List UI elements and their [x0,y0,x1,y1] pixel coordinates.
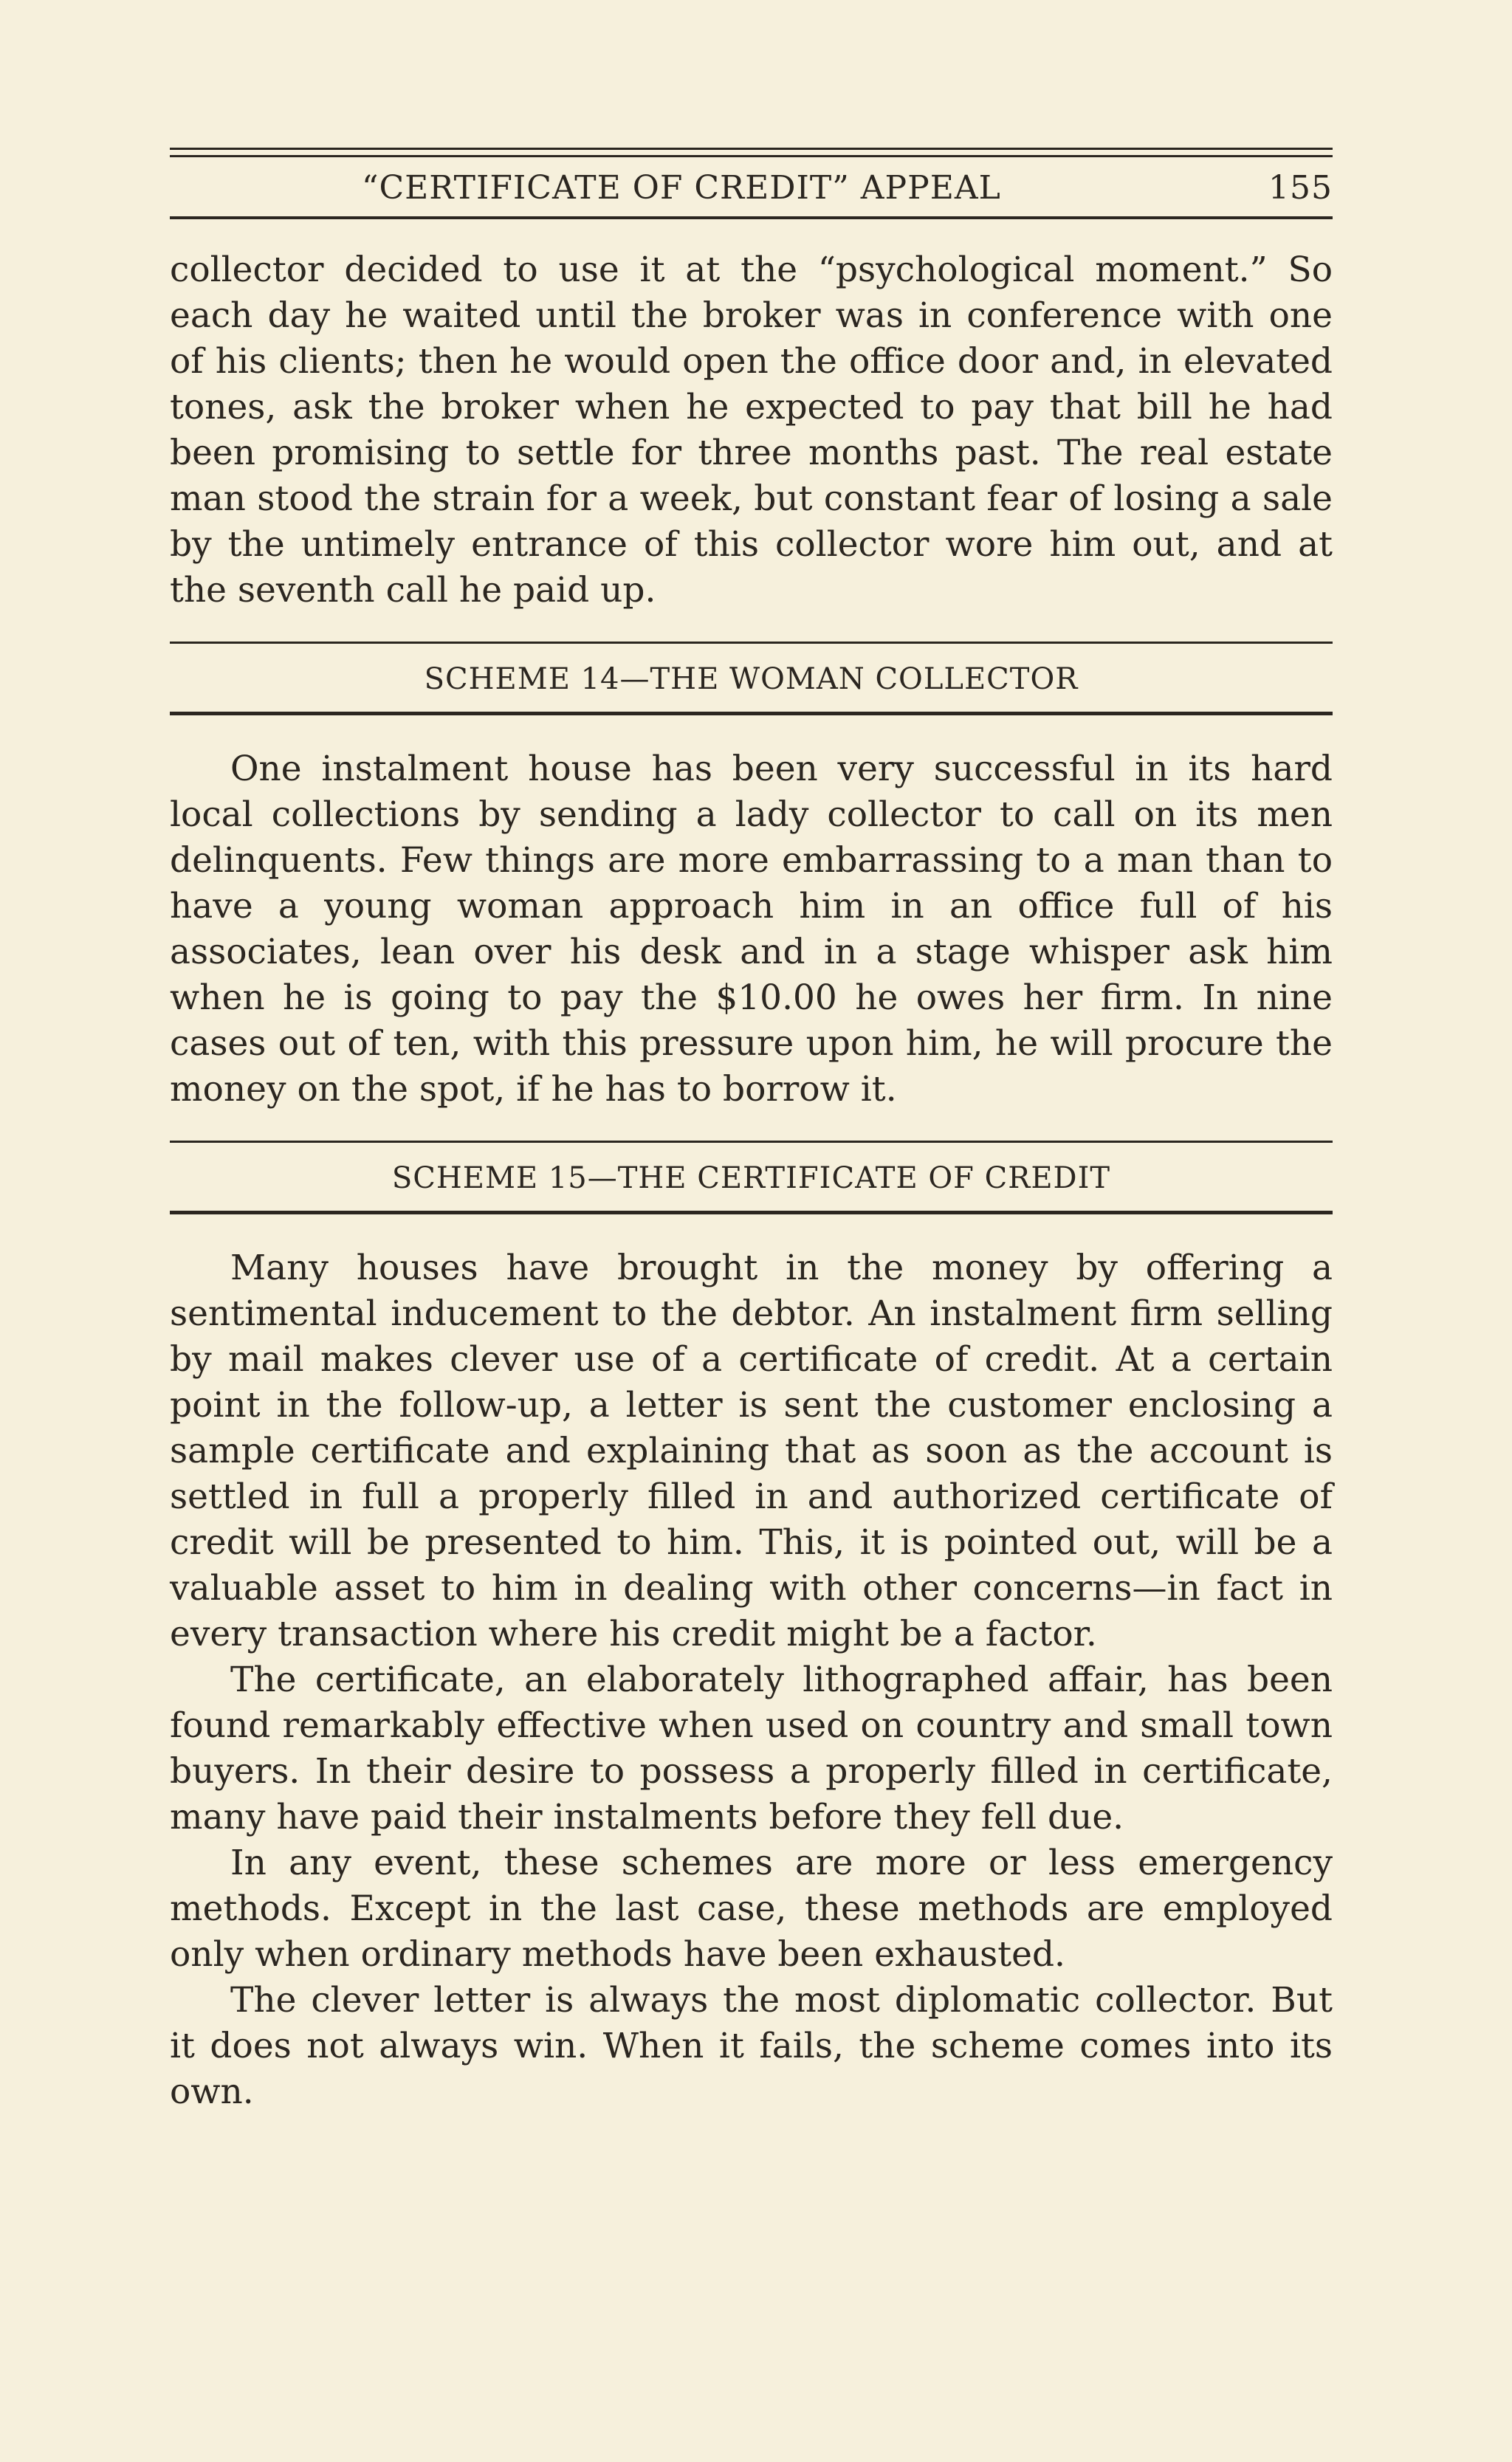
header-bottom-rule [170,216,1333,219]
opening-paragraph: collector decided to use it at the “psychological moment.” So each day he waited until the broker was in conference with one of his clients; then he would open the office door and, in elevated tones, ask the broker when he expected to pay that bill he had been promising to settle for three months past. The real estate man stood the strain for a week, but constant fear of losing a sale by the untimely entrance of this collector wore him out, and at the seventh call he paid up. [170,250,1333,611]
section-body-scheme-15 [170,1245,1333,2115]
running-head-title: “CERTIFICATE OF CREDIT” APPEAL [362,169,1001,207]
paragraph: The certificate, an elaborately lithographed affair, has been found remarkably effective when used on country and small town buyers. In their desire to possess a properly filled in certificate, many have paid their instalments before they fell due. [170,1660,1333,1837]
paragraph: In any event, these schemes are more or less emergency methods. Except in the last case, these methods are employed only when ordinary methods have been exhausted. [170,1843,1333,1975]
section-top-rule [170,642,1333,644]
section-bottom-rule [170,712,1333,715]
book-page [170,148,1333,2115]
page-number: 155 [1268,169,1333,207]
running-head [170,169,1333,209]
paragraph: The clever letter is always the most diplomatic collector. But it does not always win. When it fails, the scheme comes into its own. [170,1980,1333,2112]
section-title: SCHEME 14—THE WOMAN COLLECTOR [424,662,1079,696]
paragraph: One instalment house has been very successful in its hard local collections by sending a lady collector to call on its men delinquents. Few things are more embarrassing to a man than to have a young woman approach him in an office full of his associates, lean over his desk and in a stage whisper ask him when he is going to pay the $10.00 he owes her firm. In nine cases out of ten, with this pressure upon him, he will procure the money on the spot, if he has to borrow it. [170,749,1333,1110]
section-top-rule [170,1141,1333,1143]
section-title: SCHEME 15—THE CERTIFICATE OF CREDIT [391,1161,1111,1195]
paragraph: Many houses have brought in the money by offering a sentimental inducement to the debtor. An instalment firm selling by mail makes clever use of a certificate of credit. At a certain point in the follow-up, a letter is sent the customer enclosing a sample certificate and explaining that as soon as the account is settled in full a properly filled in and authorized certificate of credit will be presented to him. This, it is pointed out, will be a valuable asset to him in dealing with other concerns—in fact in every transaction where his credit might be a factor. [170,1248,1333,1654]
section-body-scheme-14 [170,746,1333,1113]
section-heading-scheme-15 [170,1141,1333,1214]
section-bottom-rule [170,1211,1333,1214]
section-heading-scheme-14 [170,642,1333,715]
header-top-rule [170,148,1333,150]
